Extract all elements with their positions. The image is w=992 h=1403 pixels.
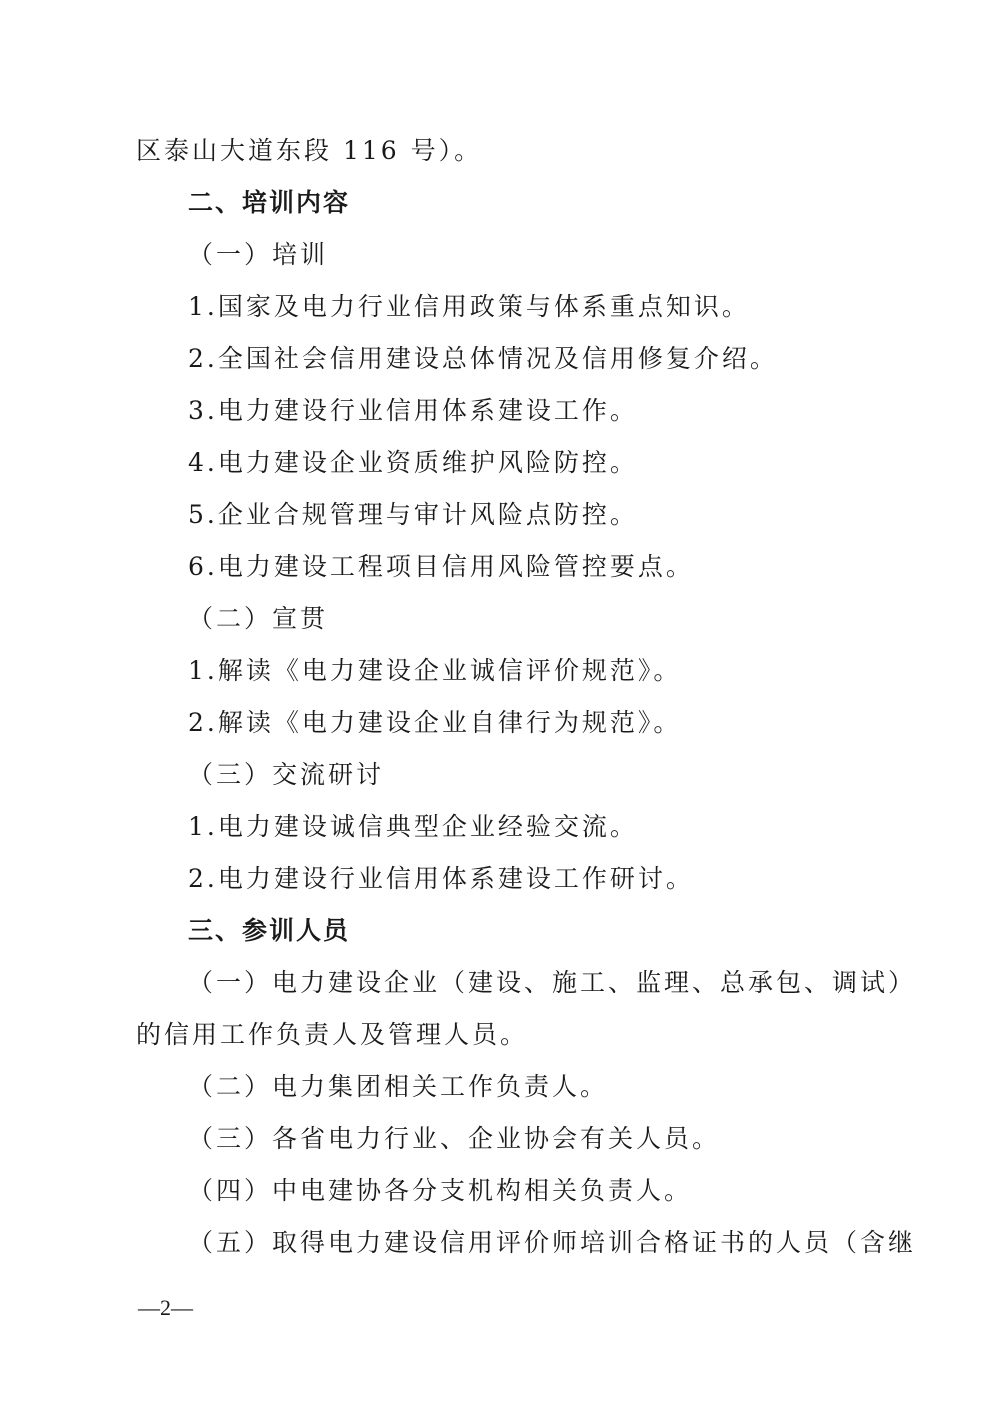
participant-item: （一）电力建设企业（建设、施工、监理、总承包、调试） bbox=[188, 968, 917, 997]
participant-item: （四）中电建协各分支机构相关负责人。 bbox=[188, 1176, 693, 1205]
participant-item-continued: 的信用工作负责人及管理人员。 bbox=[136, 1020, 529, 1049]
list-item: 6.电力建设工程项目信用风险管控要点。 bbox=[188, 552, 694, 581]
subheading-promotion: （二）宣贯 bbox=[188, 604, 329, 633]
list-item: 2.全国社会信用建设总体情况及信用修复介绍。 bbox=[188, 344, 778, 373]
participant-item: （五）取得电力建设信用评价师培训合格证书的人员（含继 bbox=[188, 1228, 917, 1257]
participant-item: （三）各省电力行业、企业协会有关人员。 bbox=[188, 1124, 721, 1153]
list-item: 5.企业合规管理与审计风险点防控。 bbox=[188, 500, 638, 529]
page-number: —2— bbox=[138, 1295, 193, 1320]
section-heading-training-content: 二、培训内容 bbox=[188, 188, 351, 217]
list-item: 2.电力建设行业信用体系建设工作研讨。 bbox=[188, 864, 694, 893]
list-item: 1.解读《电力建设企业诚信评价规范》。 bbox=[188, 656, 682, 685]
subheading-training: （一）培训 bbox=[188, 240, 329, 269]
list-item: 2.解读《电力建设企业自律行为规范》。 bbox=[188, 708, 682, 737]
subheading-exchange: （三）交流研讨 bbox=[188, 760, 385, 789]
participant-item: （二）电力集团相关工作负责人。 bbox=[188, 1072, 609, 1101]
list-item: 1.电力建设诚信典型企业经验交流。 bbox=[188, 812, 638, 841]
text-line-address: 区泰山大道东段 116 号）。 bbox=[136, 136, 483, 165]
section-heading-participants: 三、参训人员 bbox=[188, 916, 351, 945]
list-item: 4.电力建设企业资质维护风险防控。 bbox=[188, 448, 638, 477]
list-item: 3.电力建设行业信用体系建设工作。 bbox=[188, 396, 638, 425]
list-item: 1.国家及电力行业信用政策与体系重点知识。 bbox=[188, 292, 750, 321]
